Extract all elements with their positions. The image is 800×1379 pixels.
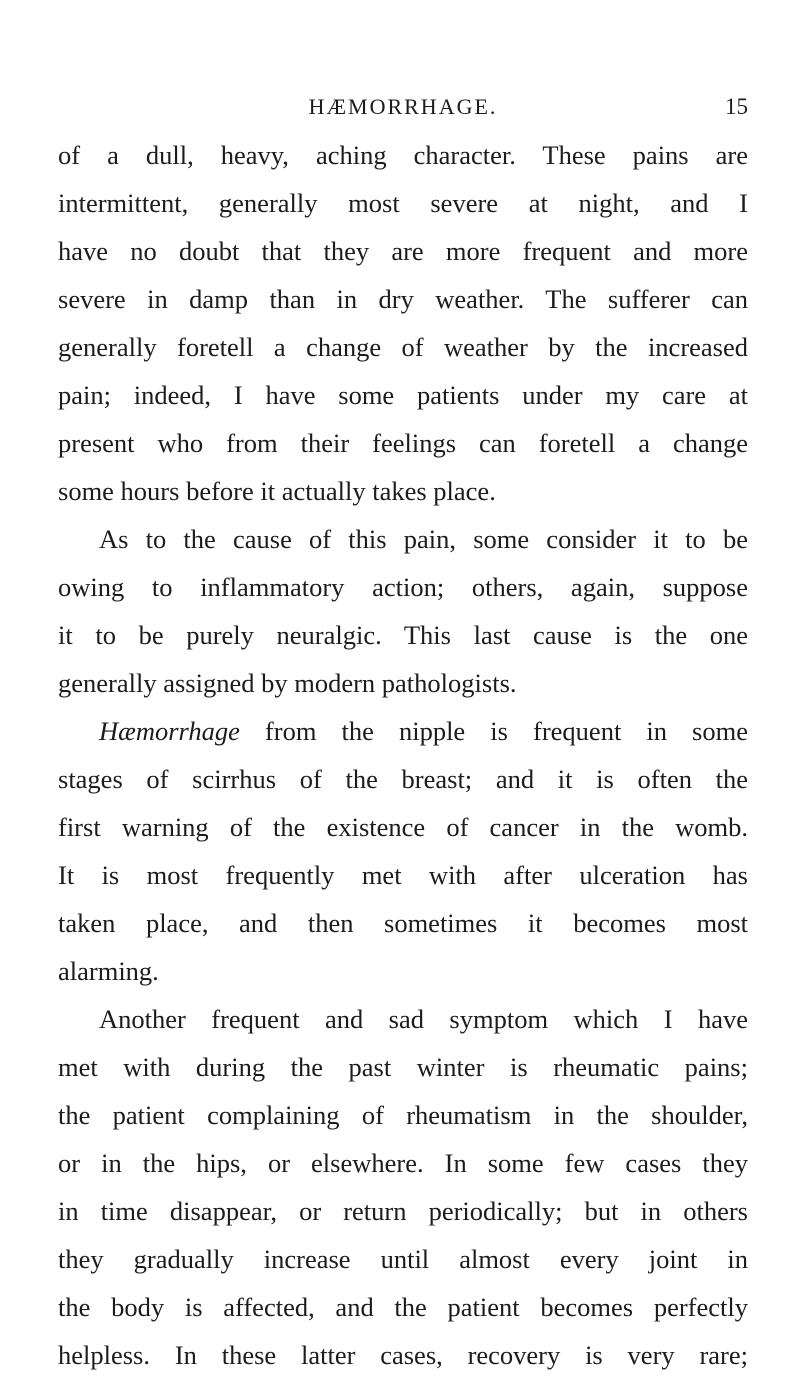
text-line: the patient complaining of rheumatism in the shoulder, [58, 1100, 748, 1130]
text-line: have no doubt that they are more frequent and more [58, 236, 748, 266]
running-title: HÆMORRHAGE. [308, 94, 498, 119]
text-line: first warning of the existence of cancer in the womb. [58, 812, 748, 842]
text-line: It is most frequently met with after ulceration has [58, 860, 748, 890]
text-line: pain; indeed, I have some patients under my care at [58, 380, 748, 410]
running-head [58, 92, 748, 122]
text-line: alarming. [58, 956, 159, 986]
text-line: or in the hips, or elsewhere. In some few cases they [58, 1148, 748, 1178]
text-line: generally assigned by modern pathologists. [58, 668, 517, 698]
text-line: the body is affected, and the patient becomes perfectly [58, 1292, 748, 1322]
text-line: some hours before it actually takes place. [58, 476, 496, 506]
text-line: helpless. In these latter cases, recovery is very rare; [58, 1340, 748, 1370]
italic-term: Hæmorrhage [99, 716, 240, 746]
text-line: severe in damp than in dry weather. The sufferer can [58, 284, 748, 314]
text-line: stages of scirrhus of the breast; and it is often the [58, 764, 748, 794]
text-line: taken place, and then sometimes it becomes most [58, 908, 748, 938]
text-line: in time disappear, or return periodically; but in others [58, 1196, 748, 1226]
text-line: intermittent, generally most severe at night, and I [58, 188, 748, 218]
text-line: they gradually increase until almost every joint in [58, 1244, 748, 1274]
paragraph-start-line [58, 707, 748, 755]
text-fragment: from the nipple is frequent in some [239, 716, 748, 746]
text-line: of a dull, heavy, aching character. These pains are [58, 140, 748, 170]
page-number: 15 [725, 94, 748, 119]
text-line: owing to inflammatory action; others, again, suppose [58, 572, 748, 602]
text-line: generally foretell a change of weather by the increased [58, 332, 748, 362]
text-line: met with during the past winter is rheumatic pains; [58, 1052, 748, 1082]
text-line: present who from their feelings can foretell a change [58, 428, 748, 458]
text-line: it to be purely neuralgic. This last cause is the one [58, 620, 748, 650]
paragraph-start-line: As to the cause of this pain, some consider it to be [99, 524, 748, 554]
paragraph-start-line: Another frequent and sad symptom which I have [99, 1004, 748, 1034]
body-text [58, 131, 748, 1379]
